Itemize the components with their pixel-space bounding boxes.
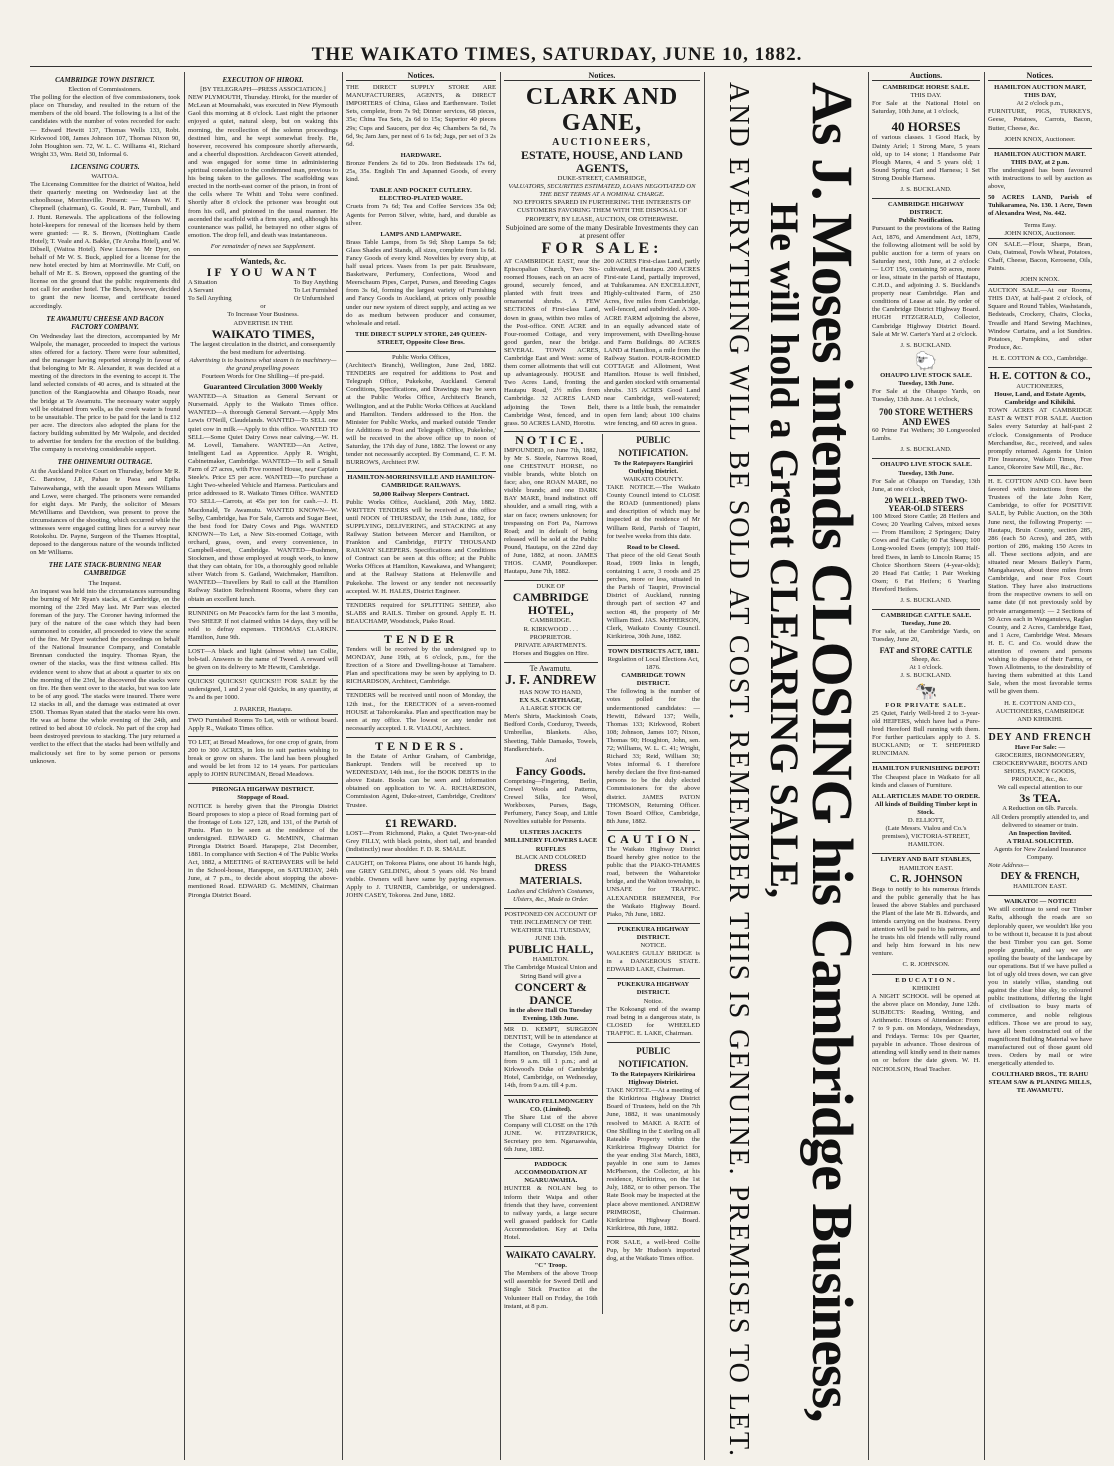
column-header: Auctions. <box>872 72 980 81</box>
andrew-ulsters: ULSTERS JACKETS MILLINERY FLOWERS LACE RUFFLES <box>504 829 598 853</box>
firm-role: AUCTIONEERS, <box>552 137 652 149</box>
notice-heading: PUBLIC NOTIFICATION. <box>618 434 689 458</box>
dey-special: We call especial attention to our <box>997 784 1083 792</box>
store-ad: Brass Table Lamps, from 5s 9d; Shop Lamps 5s 6d; Glass Shades and Stands, all sizes, complete from 1s 6d. Fancy Goods of every kind. Novelties by every ship, at half usual prices. Vases from 1s per pair. Brushware, Basketware, Perfumery, Confections, Wood and Meerschaum Pipes, Carpet, Purses, and Breeding Cages from 3s 6d, forming the largest variety of Furnishing and Fancy Goods in Auckland, at prices only possible under our new system of direct supply, and acting as we do as medium between producer and consumer, wholesale and retail. <box>346 238 496 327</box>
sale-list: 60 Prime Fat Wethers; 30 Longwooled Lambs. <box>872 427 980 443</box>
andrew-and: And <box>545 756 557 764</box>
mart-heading: HAMILTON AUCTION MART, <box>994 84 1086 92</box>
cow-icon: 🐄 <box>914 680 938 701</box>
column-7 <box>872 72 980 1460</box>
andrew-stock: A LARGE STOCK OF <box>520 705 582 713</box>
notice-body: Tenders will be received by the undersigned up to MONDAY, June 19th, at 6 o'clock, p.m., for the Erection of a Store and Dwelling-house at Tamahere. Plan and specifications may be seen by applying to D. RICHARDSON, Architect, Cambridge. <box>346 646 496 686</box>
ad-banner: IF YOU WANT <box>206 265 320 280</box>
column-8 <box>988 72 1092 1460</box>
notice-body: NOTICE is hereby given that the Pirongia District Board proposes to stop a piece of Road forming part of the frontage of Lots 127, 128, and 131, of the Parish of Puniu. Plan to be seen at the residence of the undersigned. EDWARD G. McMINN, Chairman Pirongia District Board. Harapepe, 21st December, 1881. In compliance with Section 4 of The Public Works Act, 1882, a MEETING of RATEPAYERS will be held in the School-house, Harapepe, on SATURDAY, 24th June, at 7 p.m., to decide about stopping the above-mentioned Road. EDWARD G. McMINN, Chairman Pirongia District Board. <box>188 802 338 899</box>
andrew-name: J. F. ANDREW <box>505 672 597 688</box>
article-heading: LICENSING COURTS. <box>70 162 140 171</box>
classified-ad: LOST—A black and light (almost white) tan Collie, bob-tail. Answers to the name of Tweed. A reward will be given on its delivery to Mr Hewitt, Cambridge. <box>188 645 338 672</box>
column-4 <box>504 72 700 1460</box>
store-subheading: LAMPS AND LAMPWARE. <box>380 230 462 238</box>
notice-body: Public Works Office, Auckland, 20th May, 1882. WRITTEN TENDERS will be received at this office until NOON of THURSDAY, the 15th June, 1882, for SUPPLYING, DELIVERING, and STACKING at any Railway Station between Mercer and Hamilton, or Frankton and Cambridge, FIFTY THOUSAND RAILWAY SLEEPERS. Specifications and Conditions of Contract can be seen at this office; at the Public Works Offices at Hamilton, Kawakawa, and Whangarei; and at the Railway Stations at Helensville and Pukekohe. The lowest or any tender not necessarily accepted. W. H. HALES, District Engineer. <box>346 498 496 595</box>
notice-body: TAKE NOTICE.—The Waikato County Council intend to CLOSE the ROAD (unmentioned) plans and description of which may be inspected at the residence of Mr William Reid, Parish of Taupiri, for twelve weeks from this date. <box>606 484 700 540</box>
notice-town: CAMBRIDGE TOWN DISTRICT. <box>621 672 686 688</box>
classified-ads: WANTED—A Situation as General Servant or Nursemaid. Apply to the Waikato Times office. WANTED—A thorough General Servant.—Apply Mrs Lewis O'Neill, Claudelands. WANTED—To SELL one quiet cow in milk.—Apply to this office. WANTED TO SELL—Some Quiet Dairy Cows near calving.—W. H. M. Lovell, Tamahere. WANTED—An Active, Intelligent Lad as Apprentice. Apply R. Wright, Cabinetmaker, Cambridge. WANTED—To sell a Small Farm of 27 acres, with Five roomed House, near Captain Steele's. Price £5 per acre. WANTED—To purchase a Light Two-wheeled Vehicle and Harness. Particulars and price addressed to R. Waikato Times Office. WANTED TO SELL—Carrots, at 45s per ton for cash.—J. H. Macdonald, Te Awamutu. WANTED KNOWN—W. Selby, Cambridge, has For Sale, Carrots and Sugar Beet, the best food for Dairy Cows and Pigs. WANTED KNOWN—To Let, a New Six-roomed Cottage, with orchard, grass, oven, and every convenience, in Campbell-street, Cambridge. WANTED—Bushmen, Stockmen, and those employed at rough work, to know that they can obtain, for 10s, a thoroughly good reliable silver Watch from S. Gatland, Watchmaker, Hamilton. WANTED—Travellers by Rail to call at the Hamilton Railway Station Refreshment Rooms, where they can obtain an excellent lunch. <box>188 393 338 603</box>
store-ad: Cruets from 7s 6d; Tea and Coffee Services 35s 0d; Agents for Perron Silver, white, hard, and durable as silver. <box>346 203 496 227</box>
cotton-body: TOWN ACRES AT CAMBRIDGE EAST & WEST FOR SALE. Auction Sales every Saturday at half-past 2 o'clock. Consignments of Produce Merchandise, &c., received, and sales promptly returned. Agents for Union Fire Insurance, Waikato Times, Free Lance, Okoroire Saw Mill, &c., &c. <box>988 407 1092 471</box>
notice-heading: Public Works Offices, <box>346 351 496 362</box>
fellmongery-body: The Share List of the above Company will CLOSE on the 17th JUNE. W. FITZPATRICK, Secretary pro tem. Ngaruawahia, 6th June, 1882. <box>504 1113 598 1154</box>
column-divider <box>500 72 501 1460</box>
article-heading: THE OHINEMURI OUTRAGE. <box>57 458 153 467</box>
article-body: An inquest was held into the circumstances surrounding the burning of Mr Ryan's stacks, at Cambridge, on the morning of the 23rd May last. Mr Parr was elected foreman of the jury. The Coroner having informed the jury of the nature of the case which they had been summoned to consider, all proceeded to view the scene of the fire. Mr Dyer watched the proceedings on behalf of the National Insurance Company, and Constable Brennan conducted the inquiry. Thomas Ryan, the owner of the stacks, was the first witness called. His evidence went to show that at about a quarter to six on the morning of the 23rd, he discovered the stacks were on fire. He then went over to the stacks, but was too late to be of any good. The stacks were insured. There were 12 stacks in all, and the damage was estimated at over £500. Thomas Ryan stated that the stacks were his own. He was at home the whole evening of the 24th, and retired to bed about 10 o'clock. No part of the crop had been destroyed previous to stacking. The jury returned a verdict to the effect that the stacks had been wilfully and maliciously set fire to by some person or persons unknown. <box>30 587 180 765</box>
mart-body: ON SALE.—Flour, Sharps, Bran, Oats, Oatmeal, Fowls Wheat, Potatoes, Chaff, Cheese, Bacon, Kerosene, Oils, Paints. <box>988 238 1092 273</box>
notice-subheading: Stoppage of Road. <box>237 794 289 802</box>
column-1 <box>30 72 180 1460</box>
classified-ad: CAUGHT, on Tokorea Plains, one about 16 hands high, one GREY GELDING, about 5 years old. No brand visible. Owners will have same by paying expenses. Apply to J. TURNER, Cambridge, or undersigned. JOHN CASEY, Tokorea. 2nd June, 1882. <box>346 857 496 900</box>
sale-big: FAT and STORE CATTLE <box>879 646 973 656</box>
mart-heading: HAMILTON AUCTION MART. <box>988 148 1092 159</box>
waikato-notice-body: We still continue to send our Timber Rafts, although the roads are so deplorably queer, we wouldn't like you to be without it, because it is just about the best Timber you can get. Some people grumble, and say we are spoiling the beauty of the landscape by our operations. But if we have pulled a lot of ugly old trees down, we can give you in stately villas, standing out against the clear blue sky, to coloured public institutions, differing the light of civilisation to busy marts of commerce, and noble religious edifices. Those we are proud to say, have all been constructed out of the magnificent Building Material we have manufactured out of those gaunt old trees. Orders by mail or wire energetically attended to. <box>988 906 1092 1068</box>
for-sale-left: AT CAMBRIDGE EAST, near the Episcopalian Church, Two Six-roomed Houses, each on an acre of ground, securely fenced, and planted with fruit trees and ornamental shrubs. A FEW SECTIONS of First-class Land, down in grass, within two miles of the Post-office. ONE ACRE and Four-roomed Cottage, and very good garden, near the bridge. SEVERAL TOWN ACRES, Cambridge East and West: some of them corner allotments that will cut up advantageously. HOUSE and Two Acres Land, fronting the Hautapu Road, 2½ miles from Cambridge. 32 ACRES LAND adjoining the Town Belt, Cambridge West, fenced, and in grass. 50 ACRES LAND, Horotiu. <box>504 257 600 427</box>
notice-body: WALKER'S GULLY BRIDGE is in a DANGEROUS STATE. EDWARD LAKE, Chairman. <box>606 950 700 974</box>
andrew-town: Te Awamutu. <box>504 662 598 673</box>
sale-big: 40 HORSES <box>891 119 961 135</box>
notice-subheading: 50,000 Railway Sleepers Contract. <box>372 490 470 498</box>
article-body: NEW PLYMOUTH, Thursday. Hiroki, for the murder of McLean at Moumahaki, was executed in New Plymouth Gaol this morning at 8 o'clock. Last night the prisoner enjoyed a quiet, natural sleep, but on waking this morning, the recollection of the solemn proceedings destined him, and he wept somewhat freely. He, however, recovered his composure shortly afterwards, and a cheerful disposition. Archdeacon Govett attended, and was engaged for some time in administering spiritual consolation to the condemned man, previous to his being taken to the gallows. The scaffolding was erected in the north-east corner of the prison, in front of the cells where Te Whiti and Tohu were confined. Shortly after 8 o'clock the prisoner was brought out from his cell, and pinioned in the usual manner. He ascended the scaffold with a firm step, and, although his countenance was pallid, he betrayed no other signs of emotion. The drop fell, and death was instantaneous. <box>188 94 338 239</box>
sale-body: For Sale at Ohaupo on Tuesday, 13th June, at one o'clock, <box>872 477 980 493</box>
education-body: A NIGHT SCHOOL will be opened at the above place on Monday, June 12th. SUBJECTS: Reading, Writing, and Arithmetic. Hours of Attendance: From 7 to 9 p.m. on Mondays, Wednesdays, and Fridays. Terms: 10s per Quarter, payable in advance. Those desirous of attending will kindly send in their names on or before the date given. W. H. NICHOLSON, Head Teacher. <box>872 992 980 1073</box>
sale-list: 100 Mixed Store Cattle; 28 Heifers and Cows; 20 Yearling Calves, mixed sexes — From Hamilton; 2 Springers; Dairy Cows and Fat Cattle; 60 Fat Sheep; 100 Long-wooled Ewes (empty); 100 Half-bred Ewes, in lamb to Lincoln Rams; 15 Choice Shorthorn Steers (4-year-olds); 20 Head Fat Cattle; 1 Pair Working Oxen; 6 Fat Heifers; 6 Yearling Hereford Heifers. <box>872 513 980 593</box>
mart-signature: H. E. COTTON & CO., Cambridge. <box>992 354 1088 362</box>
for-sale-right: 200 ACRES First-class Land, partly cultivated, at Hautapu. 200 ACRES First-rate Land, partially improved, at Tuhikaramea. AN EXCELLENT, Highly-cultivated Farm, of 250 Acres, five miles from Cambridge, well-fenced, and subdivided. A 300-ACRE FARM adjoining the above, in an equally advanced state of improvement, with Dwelling-house and Farm Buildings. 80 ACRES LAND at Hamilton, a mile from the Railway Station. FOUR-ROOMED COTTAGE and Allotment, West Hamilton. House is well finished, and garden stocked with ornamental shrubs. 315 ACRES Good Land near Cambridge, well-watered; there is a little bush, the remainder open fern land; about 100 chains wire fencing, and 60 acres in grass. <box>604 257 700 427</box>
hotel-prefix: DUKE OF <box>504 580 598 591</box>
want-increase: To Increase Your Business. <box>227 311 299 319</box>
notice-body: TAKE NOTICE.—At a meeting of the Kirikiriroa Highway District Board of Trustees, held on the 7th June, 1882, it was unanimously resolved to MAKE A RATE of One Shilling in the £ sterling on all Rateable Property within the Kirikiriroa Highway District for the year ending 31st March, 1883, payable in one sum to James McPherson, the Collector, at his residence, Kirikiriroa, on the 1st July, 1882, or to other person. The Rate Book may be inspected at the place above mentioned. ANDREW PRIMROSE, Chairman. Kirikiriroa Highway Board. Kirikiriroa, 8th June, 1882. <box>606 1087 700 1232</box>
notice-heading: TENDERS. <box>346 737 496 753</box>
store-ad: THE DIRECT SUPPLY STORE ARE MANUFACTURERS, AGENTS, & DIRECT IMPORTERS of China, Glass and Earthenware. Toilet Sets, complete, from 7s 9d; Dinner services, 68 pieces, 35s; China Tea Sets, 2s 6d to 15s; Superior 40 pieces 29s; Cups and Saucers, per doz 4s; Chambers 5s 6d, 7s 6d, 9s; Jam Jars, per nest of 6 1s 6d; Jugs, per set of 3 2s 6d. <box>346 84 496 148</box>
andrew-goods: Men's Shirts, Mackintosh Coats, Bedford Cords, Corduroy, Tweeds, Umbrellas, Blankets. Also, Sheeting, Table Damasks, Towels, Handkerchiefs. <box>504 713 598 753</box>
sale-day: THIS DAY. <box>910 92 942 100</box>
notice-heading: PUKEKURA HIGHWAY DISTRICT. <box>607 978 701 997</box>
classified-ad: TENDERS will be received until noon of Monday, the 12th inst., for the ERECTION of a seven-roomed HOUSE at Tahorokaraka. Plan and specification may be seen at my office. The lowest or any tender not necessarily accepted. I. R. VIALOU, Architect. <box>346 689 496 732</box>
cavalry-body: The Members of the above Troop will assemble for Sword Drill and Single Stick Practice at the Volunteer Hall on Friday, the 16th instant, at 8 p.m. <box>504 1270 598 1310</box>
education-place: KIHIKIHI <box>912 984 940 992</box>
sale-list: of various classes. 1 Good Hack, by Dainty Ariel; 1 Strong Mare, 5 years old, up to 14 stone; 1 Handsome Pair Plough Mares, 4 and 5 years old; 1 Sound Spring Cart and Harness; 1 Set Strong Double Harness. <box>872 134 980 182</box>
cavalry-heading: WAIKATO CAVALRY. <box>504 1246 598 1262</box>
sale-big: 700 STORE WETHERS AND EWES <box>879 407 973 428</box>
firm-name: CLARK AND GANE, <box>525 84 679 137</box>
inner-divider <box>602 434 603 1314</box>
sale-subheading: Public Notification. <box>898 217 954 225</box>
hall-town: HAMILTON. <box>532 956 569 964</box>
column-2 <box>188 72 338 1460</box>
dey-note: Note Address— <box>988 862 1029 870</box>
split-left <box>504 434 598 1314</box>
article-body: On Wednesday last the directors, accompanied by Mr Walpole, the manager, proceeded to inspect the various sites offered for a factory. There were four submitted, and the manager having reported strongly in favour of that belonging to Mr R. Alexander, it was decided at a meeting of the directors in the evening to accept it. The land selected consists of 40 acres, and is situated at the junction of the Rangiaowhia and Ohaupo Roads, near the bridge at Te Awamutu. The necessary water supply will be obtained from wells, as the creek water is found to be unsuitable. The price to be paid for the land is £12 per acre. The directors also adopted the plans for the factory building submitted by Mr Walpole, and decided to advertise for tenders for the erection of the building. The company is receiving considerable support. <box>30 332 180 454</box>
sale-date: Tuesday, 13th June. <box>898 379 954 387</box>
notice-heading: HAMILTON-MORRINSVILLE AND HAMILTON-CAMBRIDGE RAILWAYS. <box>346 471 496 490</box>
mart-terms: Terms Easy. <box>1023 221 1057 229</box>
sale-big: 20 WELL-BRED TWO-YEAR-OLD STEERS <box>884 495 968 513</box>
dey-heading: DEY AND FRENCH <box>988 728 1092 744</box>
cotton-sub: AUCTIONEERS, <box>1016 383 1064 390</box>
sale-signature: J. S. BUCKLAND. <box>900 446 952 454</box>
hotel-name: CAMBRIDGE HOTEL, <box>512 590 589 618</box>
sale-signature: J. S. BUCKLAND. <box>900 186 952 194</box>
column-divider <box>184 72 185 1460</box>
mart-signature: JOHN KNOX. <box>1020 276 1060 284</box>
hotel-town: CAMBRIDGE. <box>530 617 572 625</box>
dey-reduction: A Reduction on 6lb. Parcels. <box>1002 805 1078 813</box>
article-heading: CAMBRIDGE TOWN DISTRICT. <box>55 76 155 84</box>
article-subheading: [BY TELEGRAPH—PRESS ASSOCIATION.] <box>200 86 326 94</box>
firm-efforts: NO EFFORTS SPARED IN FURTHERING THE INTERESTS OF CUSTOMERS FAVORING THEM WITH THE DISPOSAL OF PROPERTY, BY LEASE, AUCTION, OR OTHERWISE. <box>513 199 691 223</box>
article-subheading: WAITOA. <box>91 173 119 181</box>
notice-heading: PUKEKURA HIGHWAY DISTRICT. <box>607 923 701 942</box>
firm-address: DUKE-STREET, CAMBRIDGE, <box>557 175 647 183</box>
dey-address: HAMILTON EAST. <box>1013 883 1067 891</box>
hotel-horses: Horses and Buggies on Hire. <box>512 649 589 657</box>
store-subheading: ELECTRO-PLATED WARE. <box>379 195 463 203</box>
sale-big-sub: Sheep, &c. <box>911 655 941 663</box>
article-subheading: Election of Commissioners. <box>68 86 142 94</box>
moses-line-1: As J. Moses intends CLOSING his Cambridge Business, <box>800 82 865 1422</box>
hall-body: The Cambridge Musical Union and String Band will give a <box>504 964 598 980</box>
concert-body: in the above Hall On Tuesday Evening, 13th June. <box>509 1006 593 1022</box>
furnishing-late: (Late Messrs. Vialou and Co.'s premises), VICTORIA-STREET, HAMILTON. <box>882 825 970 849</box>
dey-sub: Have For Sale: — <box>1014 743 1066 751</box>
sale-date: Tuesday, June 20. <box>901 620 951 628</box>
sale-body: For Sale at the National Hotel on Saturday, 10th June, at 1 o'clock, <box>872 100 980 116</box>
article-body: At the Auckland Police Court on Thursday, before Mr R. C. Barstow, J.P., Pahau te Paoa and Epiha Taiwawahanga, with the assault upon Messrs Williams and Lowe, were charged. The prisoners were remanded for eight days. Mr Pardy, the solicitor of Messrs McWilliams and Davidson, was present to prove the circumstances of the shooting, which occurred while the witnesses were engaged cutting lines for a survey near Rotokohu. Dr. Payne, Surgeon of the Thames Hospital, deposed to the dangerous nature of the wounds inflicted on Mr Williams. <box>30 468 180 557</box>
sale-heading: OHAUPO LIVE STOCK SALE. <box>872 458 980 469</box>
for-sale-list <box>504 258 700 431</box>
andrew-has: HAS NOW TO HAND, <box>519 688 583 696</box>
furnishing-timber: All kinds of Building Timber kept in Stock. <box>874 800 978 816</box>
sale-heading: CAMBRIDGE HIGHWAY DISTRICT. <box>872 198 980 217</box>
johnson-heading: C. R. JOHNSON <box>889 873 963 885</box>
sale-heading: CAMBRIDGE HORSE SALE. <box>882 84 970 92</box>
article-heading: EXECUTION OF HIROKI. <box>222 76 304 84</box>
johnson-body: Begs to notify to his numerous friends and the public generally that he has leased the above Stables and purchased the Plant of the late Mr B. Edwards, and intends carrying on the business. Every attention will be paid to his patrons, and he trusts his old friends will rally round and help him forward in his new venture. <box>872 885 980 958</box>
masthead-rule <box>30 66 1092 67</box>
want-item: To Buy Anything <box>293 279 338 287</box>
hotel-proprietor: R. KIRKWOOD . . . PROPRIETOR. <box>523 625 578 641</box>
sale-date: Tuesday, 13th June. <box>898 469 954 477</box>
furnishing-signature: D. ELLIOTT, <box>907 817 945 825</box>
store-subheading: HARDWARE. <box>400 151 442 159</box>
notice-body: The Kokoangi end of the swamp road being in a dangerous state, is CLOSED for WHEELED TRAFFIC. E. LAKE, Chairman. <box>606 1005 700 1037</box>
andrew-ex: EX S.S. CARTHAGE, <box>519 697 583 705</box>
classified-ad: QUICKS! QUICKS!! QUICKS!!! FOR SALE by the undersigned, 1 and 2 year old Quicks, in any quantity, at 7s and 8s per 1000. <box>188 675 338 702</box>
paddock-heading: PADDOCK ACCOMMODATION AT NGARUAWAHIA. <box>504 1158 598 1185</box>
furnishing-body: The Cheapest place in Waikato for all kinds and classes of Furniture. <box>872 773 980 789</box>
notice-heading: PUBLIC NOTIFICATION. <box>607 1042 701 1071</box>
newspaper-page <box>30 72 1092 1460</box>
article-body: The Licensing Committee for the district of Waitoa, held their quarterly meeting on Wednesday last at the schoolhouse, Morrinsville. Present: — Messrs W. F. Chepmell (chairman), G. Gould, R. Parr, Turnbull, and J. Hunt. Renewals. The applications of the following hotel-keepers for renewal of the licenses held by them were granted: — R. S. Brown, (Nottingham Castle Hotel); T. Veale and A. Bakke, (Te Aroha Hotel), and W. Dibsell, (Waitoa Hotel). New Licenses. Mr Dyer, on behalf of Mr W. S. Buck, applied for a license for the new hotel erected by him at Morrinsville. Mr Cuff, on behalf of Mr E. S. Brown, opposed the granting of the license on the ground that the public requirements did not call for another hotel. The Bench, however, decided to grant the new license, and certificate issued accordingly. <box>30 181 180 310</box>
firm-subjoined: Subjoined are some of the many Desirable Investments they can at present offer <box>505 222 699 240</box>
reward-heading: £1 REWARD. <box>346 814 496 830</box>
notice-body: (Architect's Branch), Wellington, June 2nd, 1882. TENDERS are required for additions to Post and Telegraph Office, Pukekohe, Auckland. General Conditions, Specifications, and Drawings may be seen at the Public Works Office, Architect's Branch, Wellington, and at the Public Works Offices at Auckland and Hamilton. Tenders addressed to the Hon. the Minister for Public Works, and marked outside 'Tender for Additions to Post and Telegraph Office, Pukekohe,' will be received in the above office up to noon of Saturday, the 17th day of June, 1882. The lowest or any tender not necessarily accepted. By Command, C. F. M. BURROWS, Architect P.W. <box>346 362 496 467</box>
cotton-signature: H. E. COTTON AND CO., AUCTIONEERS, CAMBRIDGE AND KIHIKIHI. <box>995 699 1085 723</box>
sale-signature: J. S. BUCKLAND. <box>900 671 952 679</box>
caution-body: The Waikato Highway District Board hereby give notice to the public that the PIAKO-THAMES road, between the Waharetoke bridge, and the Walton township, is UNSAFE for TRAFFIC. ALEXANDER BREMNER, For the Waikato Highway Board. Piako, 7th June, 1882. <box>606 845 700 918</box>
mart-body: FURNITURE, PIGS, TURKEYS, Geese, Potatoes, Carrots, Bacon, Butter, Cheese, &c. <box>988 108 1092 132</box>
notice-body: The following is the number of votes polled for the undermentioned candidates: — Hewitt, Edward 137; Wells, Thomas 133; Kirkwood, Robert 108; Johnson, James 107; Nixon, Thomas 90; Houghton, John, sen. 72; Williams, W. L. C. 41; Wright, Richard 33; Reid, William 30; Votes informal 6. I therefore hereby declare the five first-named persons to be the duly elected Commissioners for the above district. JAMES PATON THOMSON, Returning Officer. Town Board Office, Cambridge, 8th June, 1882. <box>606 688 700 825</box>
andrew-black: BLACK AND COLORED <box>515 853 587 861</box>
sheep-icon: 🐑 <box>914 350 938 371</box>
supplement-note: For remainder of news see Supplement. <box>210 242 316 250</box>
andrew-dress: DRESS MATERIALS. <box>519 862 582 887</box>
andrew-fancy: Fancy Goods. <box>515 763 586 778</box>
notice-body: IMPOUNDED, on June 7th, 1882, by Mr S. Steele, Narrows Road, one CHESTNUT HORSE, no visible brands, white blotch on face; also, one ROAN MARE, no visible brands; and one DARK BAY MARE, brand indistinct off shoulder, and a small ring, with a star on face; owners unknown; for trespassing on Fort Pa, Narrows Road; and in default of being released will be sold at the Public Pound, Hautapu, on the 22nd day of June, 1882, at noon. JAMES THOS. CAMP, Poundkeeper. Hautapu, June 7th, 1882. <box>504 446 598 576</box>
furnishing-heading: HAMILTON FURNISHING DEPOT! <box>872 762 980 773</box>
caution-heading: CAUTION. <box>607 831 700 846</box>
cotton-heading: H. E. COTTON & CO., <box>988 367 1092 383</box>
paper-name: WAIKATO TIMES, <box>211 326 315 341</box>
mart-day: THIS DAY, <box>1023 92 1057 100</box>
classified-ad: TWO Furnished Rooms To Let, with or without board. Apply R., Waikato Times office. <box>188 714 338 733</box>
dentist-ad: MR D. KEMPT, SURGEON DENTIST, Will be in attendance at the Cottage, Gwynne's Hotel, Hamilton, on Thursday, 15th June, from 9 a.m. till 1 p.m.; and at Kirkwood's Duke of Cambridge Hotel, Cambridge, on Wednesday, 14th, from 9 a.m. till 4 p.m. <box>504 1023 598 1091</box>
livery-heading: LIVERY AND BAIT STABLES, <box>872 853 980 864</box>
education-heading: EDUCATION. <box>872 974 980 985</box>
column-header: Notices. <box>988 72 1092 81</box>
notice-body: In the Estate of Arthur Graham, of Cambridge, Bankrupt. Tenders will be received up to WEDNESDAY, 14th inst., for the BOOK DEBTS in the above Estate. Books can be seen and information obtained on application to W. A. RICHARDSON, Commission Agent, Duke-street, Cambridge, Creditors' Trustee. <box>346 752 496 809</box>
postponed-note: POSTPONED ON ACCOUNT OF THE INCLEMENCY OF THE WEATHER TILL TUESDAY, JUNE 13th. <box>504 908 598 943</box>
livery-sub: HAMILTON EAST. <box>899 864 953 872</box>
notice-heading: TENDER <box>346 630 496 646</box>
want-list <box>188 279 338 303</box>
section-heading: Wanteds, &c. <box>188 255 338 266</box>
ad-signature: J. PARKER, Hautapu. <box>233 705 293 713</box>
dey-tea: 3s TEA. <box>1019 791 1061 806</box>
waikato-notice-heading: WAIKATO! — NOTICE! <box>988 895 1092 906</box>
sale-heading: FOR PRIVATE SALE. <box>885 701 967 709</box>
sale-signature: J. S. BUCKLAND. <box>900 341 952 349</box>
column-3 <box>346 72 496 1460</box>
want-terms: Fourteen Words for One Shilling—if pre-paid. <box>201 373 325 380</box>
notice-subheading: Notice. <box>643 997 663 1005</box>
classified-ad: TO LET, at Broad Meadows, for one crop of grain, from 200 to 300 ACRES, in lots to suit parties wishing to break or grow on shares. The land has been ploughed and would be let from 12 to 14 years. For particulars apply to JOHN RUNCIMAN, Broad Meadows. <box>188 736 338 779</box>
notice-subheading: NOTICE. <box>640 941 667 949</box>
mart-time: At 2 o'clock p.m., <box>1016 100 1064 108</box>
want-item: Or Unfurnished <box>293 295 334 303</box>
split-right <box>607 434 701 1314</box>
cotton-sub2: House, Land, and Estate Agents, Cambridge and Kihikihi. <box>994 391 1086 407</box>
circulation: Guaranteed Circulation 3000 Weekly <box>203 382 323 392</box>
want-motto: Advertising is to business what steam is to machinery—the grand propelling power. <box>189 356 337 372</box>
moses-vertical-text <box>706 72 866 1460</box>
notice-heading: TOWN DISTRICTS ACT, 1881. <box>607 645 701 656</box>
moses-line-3: AND EVERYTHING WILL BE SOLD AT COST. REMEMBER THIS IS GENUINE. PREMISES TO LET. <box>723 82 754 1459</box>
article-body: The polling for the election of five commissioners, took place on Thursday, and resulted in the return of the members of the old board. The following is a list of the candidates with the number of votes recorded for each: — Edward Hewitt 137, Thomas Wells 133, Robt. Kirkwood 108, James Johnson 107, Thomas Nixon 90, John Houghton sen. 72, W. L. C. Williams 41, Richard Wright 33, Wm. Reid 30, Informal 6. <box>30 94 180 158</box>
classified-ad: RUNNING on Mr Peacock's farm for the last 3 months, Two SHEEP. If not claimed within 14 days, they will be sold to defray expenses. THOMAS CLARKIN. Hamilton, June 9th. <box>188 607 338 642</box>
column-divider <box>342 72 343 1460</box>
for-sale-heading: FOR SALE: <box>541 239 663 257</box>
sale-signature: J. S. BUCKLAND. <box>900 596 952 604</box>
sale-body: For Sale at the Ohaupo Yards, on Tuesday, 13th June. At 1 o'clock, <box>872 388 980 404</box>
notice-subheading: To the Ratepayers Rangiriri Outlying District. <box>613 459 693 475</box>
cavalry-troop: "C" Troop. <box>534 1262 567 1270</box>
mart-signature: JOHN KNOX, Auctioneer. <box>1004 135 1076 143</box>
masthead <box>0 0 1114 65</box>
dey-name: DEY & FRENCH, <box>1000 871 1080 883</box>
sale-body: 25 Quiet, Fairly Well-bred 2 to 3-year-old HEIFERS, which have had a Pure-bred Hereford Bull running with them. For further particulars apply to J. S. BUCKLAND; or T. SHEPHERD RUNCIMAN. <box>872 709 980 758</box>
mart-big: 50 ACRES LAND, Parish of Tuhikaramea, No. 130. 1 Acre, Town of Alexandra West, No. 442. <box>988 194 1092 218</box>
mart-day: THIS DAY, at 2 p.m. <box>1010 158 1070 166</box>
andrew-note: Ladies and Children's Costumes, Ulsters, &c., Made to Order. <box>507 887 595 903</box>
firm-estate: ESTATE, HOUSE, AND LAND AGENTS, <box>521 148 683 176</box>
column-divider <box>704 72 705 1460</box>
classified-ad: TENDERS required for SPLITTING SHEEP, also SLABS and RAILS. Timber on ground. Apply E. H. BEAUCHAMP, Woodstock, Piako Road. <box>346 599 496 626</box>
notice-subheading: Regulation of Local Elections Act, 1876. <box>607 655 699 672</box>
article-subheading: The Inquest. <box>88 579 122 587</box>
classified-ad: FOR SALE, a well-bred Collie Pup, by Mr Hudson's imported dog, at the Waikato Times office. <box>607 1236 701 1263</box>
andrew-fancy-body: Comprising—Fingering, Berlin, Crewel Wools and Patterns, Crewel Silks, Ice Wool, Workboxes, Purses, Bags, Perfumery, Fancy Soap, and Little Novelties suitable for Presents. <box>504 777 598 826</box>
store-signature: THE DIRECT SUPPLY STORE, 249 QUEEN-STREET, Opposite Close Bros. <box>355 330 487 346</box>
mart-body: AUCTION SALE.—At our Rooms, THIS DAY, at half-past 2 o'clock, of Square and Round Tables, Washstands, Bedsteads, Crockery, Chairs, Clocks, Treadle and Hand Sewing Machines, Window Curtains, and a lot Sundries. Potatoes, Pumpkins, and other Produce, &c. <box>988 284 1092 352</box>
cotton-body: H. E. COTTON AND CO. have been favored with instructions from the Trustees of the late John Kerr, Cambridge, to offer for POSITIVE SALE, by Public Auction, on the 30th June next, the following Property: — Hautapu, Bruin County, section 285, 286 (each 50 Acres), and 285, with portion of 286, making 150 Acres in all. These sections adjoin, and are situated near Messrs Bailey's Farm, Mangahauwu, about three miles from Cambridge, and near Fox Court Station. They have also instructions from the respective owners to sell on same date (if not previously sold by private arrangement): — 2 Sections of 50 Acres each in Wanganuieva, Raglan County, and 2 Acres, Cambridge East, and 1 Acre, Cambridge West. Messrs H. E. C. and Co. would draw the attention of owners and persons wishing to dispose of their Farms, or Town Allotments, to the desirability of having them submitted at this Land Sale, when the most favorable terms will be given them. <box>988 475 1092 697</box>
sale-body: Pursuant to the provisions of the Rating Act, 1876, and Amendment Act, 1879, the following allotment will be sold by public auction for a term of years on Saturday next, 10th June, at 2 o'clock: — LOT 156, containing 50 acres, more or less, situate in the parish of Hautapu, C.H.D., and adjoining J. S. Buckland's property near Cambridge. Plan and conditions of Lease at sale. By order of the Cambridge District Highway Board. HUGH FITZGERALD, Collector, Cambridge Highway District Board. Sale at Mr W. Carter's Yard at 2 o'clock. <box>872 225 980 338</box>
newspaper-title: THE WAIKATO TIMES, SATURDAY, JUNE 10, 1882. <box>311 44 803 65</box>
sale-time: At 1 o'clock. <box>909 663 943 671</box>
split-section <box>504 431 700 1314</box>
article-heading: THE LATE STACK-BURNING NEAR CAMBRIDGE <box>48 561 162 578</box>
want-item: To Let Furnished <box>293 287 338 295</box>
column-header: Notices. <box>504 72 700 81</box>
sale-heading: OHAUPO LIVE STOCK SALE. <box>880 371 972 379</box>
sale-body: For sale, at the Cambridge Yards, on Tuesday, June 20, <box>872 628 980 644</box>
notice-heading: PIRONGIA HIGHWAY DISTRICT. <box>188 783 338 794</box>
mart-body: The undersigned has been favoured with instructions to sell by auction as above, <box>988 166 1092 191</box>
article-heading: TE AWAMUTU CHEESE AND BACON FACTORY COMPANY. <box>46 314 164 331</box>
want-desc: The largest circulation in the district, and consequently the best medium for advertising. <box>190 340 336 356</box>
notice-subheading: To the Ratepayers Kirikiriroa Highway District. <box>611 1071 696 1087</box>
column-divider <box>868 72 869 1460</box>
reward-body: LOST—From Richmond, Piako, a Quiet Two-year-old Grey FILLY, with black points, short tail, and branded (indistinctly) near shoulder. F. D. R. SMALE. <box>346 829 496 853</box>
waikato-notice-signature: COULTHARD BROS., TE RAHU STEAM SAW & PLANING MILLS, TE AWAMUTU. <box>988 1071 1092 1095</box>
column-header: Notices. <box>346 72 496 81</box>
concert-heading: CONCERT & DANCE <box>514 979 587 1007</box>
want-item: To Sell Anything <box>188 295 232 303</box>
store-ad: Bronze Fenders 2s 6d to 20s. Iron Bedsteads 17s 6d, 25s, 35s. English Tin and Japanned Goods, of every kind. <box>346 159 496 184</box>
want-item: A Situation <box>188 279 217 287</box>
sale-heading: CAMBRIDGE CATTLE SALE. <box>872 609 980 620</box>
moses-vertical-ad <box>706 72 866 1460</box>
notice-body: That piece of the old Great South Road, 1909 links in length, containing 1 acre, 3 roods and 25 perches, more or less, situated in the Parish of Taupiri, Provincial District of Auckland, running through part of section 47 and section 48, the property of Mr William Bird. JAS. McPHERSON, Clerk, Waikato County Council. Kirikiriroa, 30th June, 1882. <box>606 551 700 640</box>
column-divider <box>984 72 985 1460</box>
dey-inspection: An Inspection Invited. <box>1008 829 1072 837</box>
paddock-body: HUNTER & NOLAN beg to inform their Waipa and other friends that they have, convenient to railway yards, a large secure well grassed paddock for Cattle Accommodation. Key at Delta Hotel. <box>504 1185 598 1242</box>
moses-line-2: He will hold a Great CLEARING SALE, <box>762 202 807 898</box>
furnishing-order: ALL ARTICLES MADE TO ORDER. <box>872 792 980 800</box>
dey-list: GROCERIES, IRONMONGERY, CROCKERYWARE, BOOTS AND SHOES, FANCY GOODS, PRODUCE, &c., &c. <box>992 751 1088 784</box>
mart-signature: JOHN KNOX, Auctioneer. <box>1004 229 1076 237</box>
firm-valuators: VALUATORS, SECURITIES ESTIMATED, LOANS NEGOTIATED ON THE BEST TERMS AT A NOMINAL CHARGE. <box>508 183 696 199</box>
notice-county: WAIKATO COUNTY. <box>623 476 684 483</box>
want-item: A Servant <box>188 287 214 295</box>
notice-subheading: Road to be Closed. <box>626 543 680 551</box>
dey-agents: Agents for New Zealand Insurance Company. <box>993 845 1087 861</box>
store-subheading: TABLE AND POCKET CUTLERY. <box>370 187 472 195</box>
fellmongery-heading: WAIKATO FELLMONGERY CO. (Limited). <box>504 1095 598 1114</box>
want-advertise: ADVERTISE IN THE <box>233 319 293 327</box>
hotel-apartments: PRIVATE APARTMENTS. <box>514 641 587 649</box>
dey-trial: A TRIAL SOLICITED. <box>1006 837 1074 845</box>
johnson-signature: C. R. JOHNSON. <box>902 961 950 969</box>
want-or: or <box>260 303 266 311</box>
notice-heading: NOTICE. <box>515 432 587 447</box>
dey-orders: All Orders promptly attended to, and delivered to steamer or train. <box>991 813 1089 829</box>
hall-heading: PUBLIC HALL, <box>508 942 594 957</box>
